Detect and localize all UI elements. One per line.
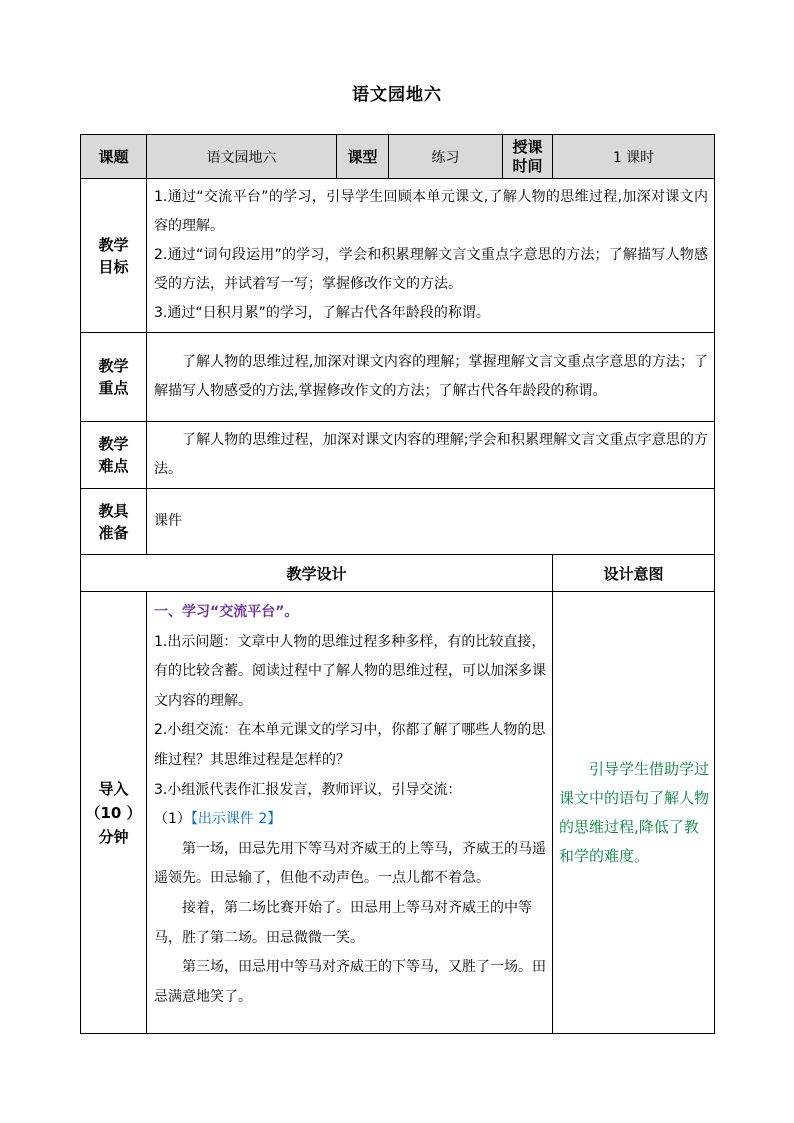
intro-intent: [553, 592, 715, 1034]
time-label-line-2: 时间: [512, 156, 543, 175]
courseware-line: [154, 805, 546, 835]
difficulties-label-line-2: 难点: [98, 457, 129, 475]
story-paragraph: 第一场，田忌先用下等马对齐威王的上等马，齐威王的马遥遥领先。田忌输了，但他不动声色。一点儿都不着急。: [154, 840, 546, 887]
materials-label-line-2: 准备: [98, 523, 129, 542]
design-header: 教学设计: [81, 555, 553, 592]
materials-label-line-1: 教具: [98, 501, 129, 520]
key-points-label: [81, 333, 147, 422]
type-label: 课型: [337, 135, 389, 179]
key-points-text: 了解人物的思维过程,加深对课文内容的理解；掌握理解文言文重点字意思的方法；了解描写人物感受的方法,掌握修改作文的方法；了解古代各年龄段的称谓。: [154, 354, 709, 399]
story-paragraph: 接着，第二场比赛开始了。田忌用上等马对齐威王的中等马，胜了第二场。田忌微微一笑。: [154, 899, 532, 946]
topic-label: 课题: [81, 135, 147, 179]
courseware-prefix: （1）: [154, 811, 191, 828]
key-points-row: [81, 333, 715, 422]
key-points-label-line-1: 教学: [98, 357, 129, 375]
objectives-row: [81, 179, 715, 333]
difficulties-text: 了解人物的思维过程，加深对课文内容的理解;学会和积累理解文言文重点字意思的方法。: [154, 432, 709, 477]
design-paragraph: 2.小组交流：在本单元课文的学习中，你都了解了哪些人物的思维过程？其思维过程是怎样的？: [154, 722, 546, 768]
key-points-content: [147, 333, 715, 422]
topic-value: 语文园地六: [147, 135, 337, 179]
courseware-link[interactable]: 【出示课件 2】: [190, 811, 282, 828]
page-title: 语文园地六: [352, 85, 442, 105]
info-row: [81, 135, 715, 179]
time-value: 1 课时: [553, 135, 715, 179]
objectives-label: [81, 179, 147, 333]
difficulties-content: [147, 422, 715, 489]
difficulties-label-line-1: 教学: [98, 435, 129, 453]
objectives-label-line-1: 教学: [98, 235, 129, 254]
materials-text: 课件: [154, 513, 182, 529]
objective-item: 3.通过“日积月累”的学习，了解古代各年龄段的称谓。: [154, 305, 490, 321]
objective-item: 2.通过“词句段运用”的学习，学会和积累理解文言文重点字意思的方法；了解描写人物感受的方法，并试着写一写；掌握修改作文的方法。: [154, 247, 709, 292]
intro-duration-label: [81, 592, 147, 1034]
section-title: 一、学习“交流平台”。: [154, 604, 299, 620]
difficulties-label: [81, 422, 147, 489]
design-paragraph: 3.小组派代表作汇报发言，教师评议，引导交流：: [154, 781, 462, 798]
materials-row: [81, 489, 715, 555]
materials-label: [81, 489, 147, 555]
intent-text: 引导学生借助学过课文中的语句了解人物的思维过程,降低了教和学的难度。: [559, 759, 710, 865]
objective-item: 1.通过“交流平台”的学习，引导学生回顾本单元课文,了解人物的思维过程,加深对课文内容的理解。: [154, 189, 709, 234]
intro-label-line-1: 导入: [98, 779, 129, 798]
lesson-plan-table: [80, 134, 715, 1034]
objectives-label-line-2: 目标: [98, 257, 129, 276]
time-label: [503, 135, 553, 179]
intent-header: 设计意图: [553, 555, 715, 592]
intro-label-line-3: 分钟: [98, 827, 129, 846]
materials-content: [147, 489, 715, 555]
time-label-line-1: 授课: [512, 137, 543, 156]
design-header-row: [81, 555, 715, 592]
design-paragraph: 1.出示问题：文章中人物的思维过程多种多样，有的比较直接，有的比较含蓄。阅读过程中了解人物的思维过程，可以加深多课文内容的理解。: [154, 633, 546, 709]
intro-label-line-2: （10 ）: [85, 803, 142, 822]
intro-row: [81, 592, 715, 1034]
difficulties-row: [81, 422, 715, 489]
type-value: 练习: [389, 135, 503, 179]
intro-design-content: [147, 592, 553, 1034]
story-paragraph: 第三场，田忌用中等马对齐威王的下等马，又胜了一场。田忌满意地笑了。: [154, 959, 546, 1005]
key-points-label-line-2: 重点: [98, 379, 129, 397]
objectives-content: [147, 179, 715, 333]
